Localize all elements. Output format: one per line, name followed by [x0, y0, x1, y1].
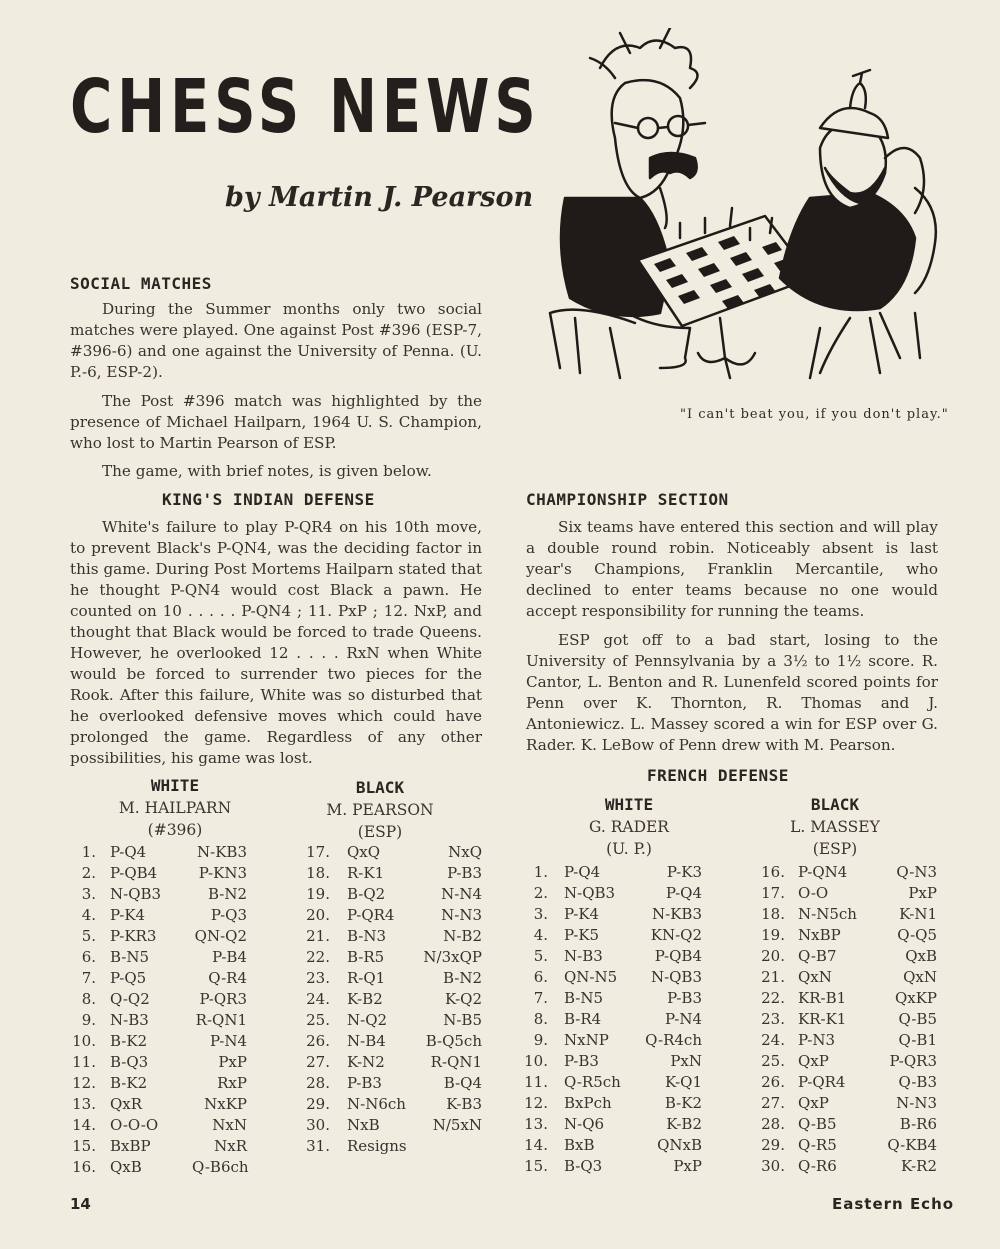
black-move: Q-B5 — [898, 1010, 937, 1028]
white-move: O-O-O — [110, 1116, 159, 1134]
move-number: 9. — [533, 1031, 548, 1049]
black-move: R-QN1 — [430, 1053, 482, 1071]
white-move: BxBP — [110, 1137, 151, 1155]
white-move: P-QR4 — [798, 1073, 846, 1091]
black-player: M. PEARSON — [326, 801, 434, 819]
white-move: P-B3 — [347, 1074, 382, 1092]
move-number: 18. — [761, 905, 785, 923]
white-move: P-KR3 — [110, 927, 157, 945]
move-number: 20. — [306, 906, 330, 924]
black-move: QxB — [905, 947, 937, 965]
social-matches-heading: SOCIAL MATCHES — [70, 274, 212, 293]
black-move: QN-Q2 — [194, 927, 247, 945]
white-move: K-B2 — [347, 990, 383, 1008]
white-move: N-B3 — [110, 1011, 149, 1029]
move-number: 6. — [533, 968, 548, 986]
move-number: 25. — [761, 1052, 785, 1070]
page-number: 14 — [70, 1195, 91, 1213]
white-move: BxB — [564, 1136, 595, 1154]
move-number: 30. — [306, 1116, 330, 1134]
white-move: B-N5 — [564, 989, 604, 1007]
white-player: G. RADER — [589, 818, 669, 836]
white-move: R-K1 — [347, 864, 385, 882]
black-move: R-QN1 — [195, 1011, 247, 1029]
white-move: P-Q4 — [564, 863, 601, 881]
move-number: 5. — [533, 947, 548, 965]
white-move: QxP — [798, 1094, 829, 1112]
black-label: BLACK — [355, 778, 405, 797]
move-number: 10. — [72, 1032, 96, 1050]
black-move: KN-Q2 — [650, 926, 702, 944]
social-paragraph-3: The game, with brief notes, is given below. — [102, 462, 432, 480]
left-chair — [550, 310, 635, 378]
black-move: PxP — [908, 884, 937, 902]
move-number: 1. — [533, 863, 548, 881]
black-move: P-N4 — [664, 1010, 702, 1028]
move-number: 13. — [524, 1115, 548, 1133]
black-move: K-N1 — [899, 905, 937, 923]
white-move: QxB — [110, 1158, 142, 1176]
white-move: Resigns — [347, 1137, 407, 1155]
black-move: B-N2 — [442, 969, 482, 987]
black-move: QxN — [903, 968, 937, 986]
black-move: N-N3 — [441, 906, 482, 924]
move-number: 10. — [524, 1052, 548, 1070]
white-move: B-K2 — [110, 1032, 148, 1050]
white-move: Q-R5ch — [564, 1073, 621, 1091]
black-move: P-B3 — [447, 864, 482, 882]
kings-indian-black-header — [305, 777, 455, 843]
black-move: Q-R4 — [208, 969, 247, 987]
move-number: 3. — [81, 885, 96, 903]
black-move: QNxB — [657, 1136, 702, 1154]
white-move: N-Q6 — [564, 1115, 605, 1133]
move-number: 28. — [761, 1115, 785, 1133]
move-number: 6. — [81, 948, 96, 966]
black-move: NxQ — [448, 843, 482, 861]
white-label: WHITE — [604, 795, 654, 814]
black-label: BLACK — [810, 795, 860, 814]
black-move: N-B5 — [443, 1011, 482, 1029]
championship-paragraph-2: ESP got off to a bad start, losing to the University of Pennsylvania by a 3½ to 1½ score. R. Cantor, L. Benton and R. Lunenfeld scored points for Penn over K. Thornton, R. Thomas and J. Antoniewicz. L. Massey scored a win for ESP over G. Rader. K. LeBow of Penn drew with M. Pearson. — [526, 631, 938, 754]
right-chair — [810, 313, 920, 378]
white-move: P-Q4 — [110, 843, 147, 861]
move-number: 19. — [306, 885, 330, 903]
black-move: P-B3 — [667, 989, 702, 1007]
white-club: (#396) — [147, 821, 203, 839]
french-black-header — [760, 794, 910, 860]
white-label: WHITE — [150, 776, 200, 795]
black-move: K-R2 — [900, 1157, 937, 1175]
move-number: 23. — [761, 1010, 785, 1028]
white-move: B-R5 — [347, 948, 385, 966]
black-move: N-KB3 — [652, 905, 702, 923]
move-number: 11. — [72, 1053, 96, 1071]
black-club: (ESP) — [812, 840, 858, 858]
right-player — [780, 193, 915, 310]
white-move: P-N3 — [798, 1031, 836, 1049]
white-move: B-Q3 — [110, 1053, 149, 1071]
black-move: NxN — [212, 1116, 247, 1134]
black-move: P-K3 — [666, 863, 702, 881]
white-move: Q-Q2 — [110, 990, 150, 1008]
move-number: 1. — [81, 843, 96, 861]
black-move: B-Q5ch — [425, 1032, 482, 1050]
black-move: Q-R4ch — [645, 1031, 702, 1049]
black-move: PxN — [670, 1052, 702, 1070]
white-move: N-N6ch — [347, 1095, 406, 1113]
white-move: N-B3 — [564, 947, 603, 965]
black-move: QxKP — [894, 989, 937, 1007]
black-move: B-Q4 — [443, 1074, 482, 1092]
move-number: 19. — [761, 926, 785, 944]
white-move: N-B4 — [347, 1032, 386, 1050]
white-move: NxNP — [564, 1031, 609, 1049]
move-number: 16. — [761, 863, 785, 881]
black-move: N-B2 — [443, 927, 482, 945]
move-number: 9. — [81, 1011, 96, 1029]
white-move: QxR — [110, 1095, 143, 1113]
move-number: 8. — [533, 1010, 548, 1028]
move-number: 3. — [533, 905, 548, 923]
black-move: B-N2 — [207, 885, 247, 903]
white-move: B-Q2 — [347, 885, 386, 903]
move-number: 13. — [72, 1095, 96, 1113]
move-number: 25. — [306, 1011, 330, 1029]
move-number: 21. — [306, 927, 330, 945]
black-move: P-QB4 — [654, 947, 702, 965]
black-move: P-B4 — [212, 948, 247, 966]
move-number: 20. — [761, 947, 785, 965]
move-number: 4. — [81, 906, 96, 924]
white-move: B-N3 — [347, 927, 387, 945]
byline: by Martin J. Pearson — [225, 182, 534, 213]
championship-heading: CHAMPIONSHIP SECTION — [526, 490, 729, 509]
white-move: R-Q1 — [347, 969, 386, 987]
social-paragraph-2: The Post #396 match was highlighted by the presence of Michael Hailparn, 1964 U. S. Champion, who lost to Martin Pearson of ESP. — [70, 392, 482, 452]
move-number: 24. — [761, 1031, 785, 1049]
white-move: BxPch — [564, 1094, 612, 1112]
white-move: P-QB4 — [110, 864, 158, 882]
publication-name: Eastern Echo — [832, 1195, 955, 1213]
black-move: N/3xQP — [423, 948, 482, 966]
table-pedestal — [698, 318, 755, 378]
black-move: K-Q1 — [664, 1073, 702, 1091]
white-club: (U. P.) — [606, 840, 652, 858]
black-move: Q-B1 — [898, 1031, 937, 1049]
white-move: NxBP — [798, 926, 841, 944]
move-number: 31. — [306, 1137, 330, 1155]
black-move: N-QB3 — [650, 968, 702, 986]
move-number: 17. — [306, 843, 330, 861]
white-move: KR-B1 — [798, 989, 847, 1007]
white-move: B-R4 — [564, 1010, 602, 1028]
white-move: Q-R5 — [798, 1136, 837, 1154]
move-number: 29. — [306, 1095, 330, 1113]
white-move: P-QR4 — [347, 906, 395, 924]
move-number: 2. — [533, 884, 548, 902]
move-number: 7. — [81, 969, 96, 987]
white-move: B-N5 — [110, 948, 150, 966]
illustration-caption: "I can't beat you, if you don't play." — [680, 407, 949, 422]
social-paragraph-1: During the Summer months only two social matches were played. One against Post #396 (ESP-7, #396-6) and one against the University of Penna. (U. P.-6, ESP-2). — [70, 300, 482, 381]
move-number: 12. — [524, 1094, 548, 1112]
white-move: NxB — [347, 1116, 380, 1134]
white-player: M. HAILPARN — [118, 799, 232, 817]
black-move: N/5xN — [432, 1116, 482, 1134]
move-number: 21. — [761, 968, 785, 986]
white-move: QxQ — [347, 843, 381, 861]
white-move: QxN — [798, 968, 832, 986]
white-move: O-O — [798, 884, 829, 902]
white-move: Q-B5 — [798, 1115, 837, 1133]
move-number: 26. — [306, 1032, 330, 1050]
white-move: K-N2 — [347, 1053, 385, 1071]
move-number: 17. — [761, 884, 785, 902]
move-number: 12. — [72, 1074, 96, 1092]
move-number: 14. — [524, 1136, 548, 1154]
move-number: 5. — [81, 927, 96, 945]
black-move: RxP — [217, 1074, 247, 1092]
french-defense-heading: FRENCH DEFENSE — [647, 766, 789, 785]
move-number: 15. — [524, 1157, 548, 1175]
move-number: 29. — [761, 1136, 785, 1154]
move-number: 30. — [761, 1157, 785, 1175]
championship-paragraph-1: Six teams have entered this section and will play a double round robin. Noticeably absent is last year's Champions, Franklin Mercantile, who declined to enter teams because no one would accept responsibility for running the teams. — [526, 518, 938, 620]
kings-indian-notes: White's failure to play P-QR4 on his 10th move, to prevent Black's P-QN4, was the deciding factor in this game. During Post Mortems Hailparn stated that he thought P-QN4 would cost Black a pawn. He counted on 10 . . . . . P-QN4 ; 11. PxP ; 12. NxP, and thought that Black would be forced to trade Queens. However, he overlooked 12 . . . . RxN when White would be forced to surrender two pieces for the Rook. After this failure, White was so disturbed that he overlooked defensive moves which could have prolonged the game. Regardless of any other possibilities, his game was lost. — [70, 518, 482, 767]
white-move: Q-B7 — [798, 947, 837, 965]
chess-cartoon-illustration — [520, 28, 950, 388]
black-move: Q-Q5 — [897, 926, 937, 944]
white-move: B-Q3 — [564, 1157, 603, 1175]
black-move: B-R6 — [899, 1115, 937, 1133]
white-move: P-K5 — [564, 926, 600, 944]
move-number: 4. — [533, 926, 548, 944]
white-move: P-K4 — [110, 906, 146, 924]
move-number: 7. — [533, 989, 548, 1007]
move-number: 18. — [306, 864, 330, 882]
black-move: Q-B3 — [898, 1073, 937, 1091]
white-move: P-B3 — [564, 1052, 599, 1070]
black-move: NxKP — [204, 1095, 247, 1113]
white-move: B-K2 — [110, 1074, 148, 1092]
move-number: 24. — [306, 990, 330, 1008]
move-number: 22. — [761, 989, 785, 1007]
black-move: Q-KB4 — [887, 1136, 937, 1154]
black-move: Q-B6ch — [192, 1158, 249, 1176]
black-move: K-Q2 — [444, 990, 482, 1008]
black-move: P-N4 — [209, 1032, 247, 1050]
move-number: 23. — [306, 969, 330, 987]
black-move: N-N3 — [896, 1094, 937, 1112]
black-move: P-QR3 — [889, 1052, 937, 1070]
black-move: K-B3 — [446, 1095, 482, 1113]
black-player: L. MASSEY — [790, 818, 880, 836]
white-move: P-QN4 — [798, 863, 848, 881]
white-move: N-QB3 — [564, 884, 616, 902]
move-number: 2. — [81, 864, 96, 882]
black-move: NxR — [214, 1137, 247, 1155]
black-move: N-KB3 — [197, 843, 247, 861]
black-club: (ESP) — [357, 823, 403, 841]
french-white-header — [554, 794, 704, 860]
white-move: Q-R6 — [798, 1157, 837, 1175]
black-move: B-K2 — [664, 1094, 702, 1112]
black-move: P-Q3 — [210, 906, 247, 924]
move-number: 16. — [72, 1158, 96, 1176]
white-move: N-N5ch — [798, 905, 857, 923]
black-move: N-N4 — [441, 885, 482, 903]
move-number: 15. — [72, 1137, 96, 1155]
black-move: K-B2 — [666, 1115, 702, 1133]
move-number: 11. — [524, 1073, 548, 1091]
move-number: 14. — [72, 1116, 96, 1134]
move-number: 27. — [306, 1053, 330, 1071]
black-move: P-KN3 — [198, 864, 247, 882]
move-number: 28. — [306, 1074, 330, 1092]
black-move: PxP — [218, 1053, 247, 1071]
move-number: 8. — [81, 990, 96, 1008]
page-title: CHESS NEWS — [70, 64, 541, 150]
white-move: N-Q2 — [347, 1011, 388, 1029]
white-move: P-Q5 — [110, 969, 147, 987]
move-number: 26. — [761, 1073, 785, 1091]
kings-indian-white-header — [100, 775, 250, 841]
white-move: QxP — [798, 1052, 829, 1070]
move-number: 22. — [306, 948, 330, 966]
white-move: P-K4 — [564, 905, 600, 923]
white-move: KR-K1 — [798, 1010, 847, 1028]
kings-indian-heading: KING'S INDIAN DEFENSE — [162, 490, 375, 509]
white-move: N-QB3 — [110, 885, 162, 903]
black-move: P-QR3 — [199, 990, 247, 1008]
black-move: PxP — [673, 1157, 702, 1175]
white-move: QN-N5 — [564, 968, 618, 986]
move-number: 27. — [761, 1094, 785, 1112]
black-move: Q-N3 — [896, 863, 937, 881]
black-move: P-Q4 — [665, 884, 702, 902]
